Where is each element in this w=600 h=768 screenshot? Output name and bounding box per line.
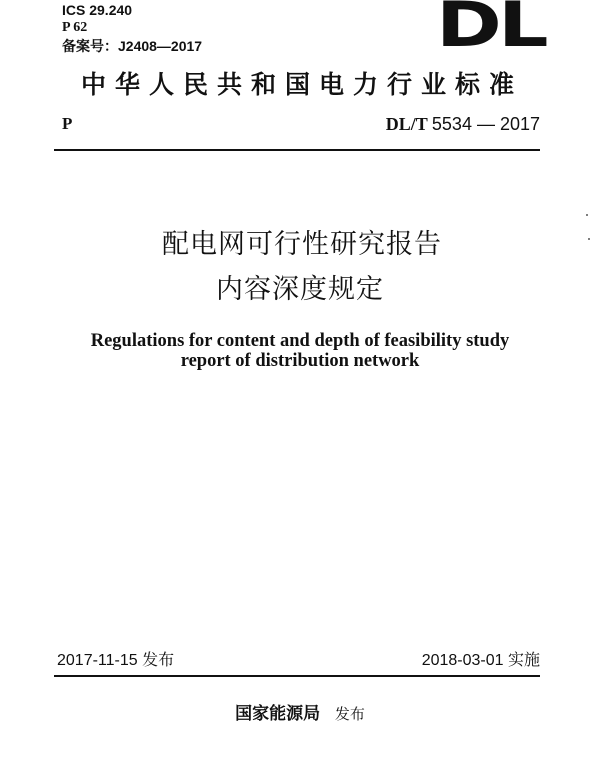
dl-logo: DL <box>436 0 545 61</box>
standard-number <box>386 114 540 134</box>
top-divider <box>54 149 540 151</box>
industry-standard-title: 中华人民共和国电力行业标准 <box>80 70 523 99</box>
issuing-organization: 国家能源局 <box>235 704 321 724</box>
standard-prefix: DL/T <box>385 114 428 134</box>
bottom-divider <box>54 675 540 677</box>
english-title-line-2: report of distribution network <box>180 351 420 371</box>
category-code: P 62 <box>62 20 88 35</box>
issuer-line <box>0 704 600 724</box>
issuing-action: 发布 <box>334 705 365 723</box>
chinese-title-line-1: 配电网可行性研究报告 <box>162 229 442 260</box>
scan-speck <box>586 214 588 216</box>
standard-number-value: 5534 — 2017 <box>431 114 540 134</box>
ics-code: ICS 29.240 <box>62 2 133 18</box>
chinese-title-line-2: 内容深度规定 <box>216 274 384 305</box>
record-number: 备案号：J2408—2017 <box>62 38 203 54</box>
classification-code: P <box>62 114 73 133</box>
implementation-date: 2018-03-01 实施 <box>421 652 540 669</box>
english-title-line-1: Regulations for content and depth of feasibility study <box>90 331 510 351</box>
issue-date: 2017-11-15 发布 <box>57 652 175 669</box>
scan-speck <box>588 238 590 240</box>
